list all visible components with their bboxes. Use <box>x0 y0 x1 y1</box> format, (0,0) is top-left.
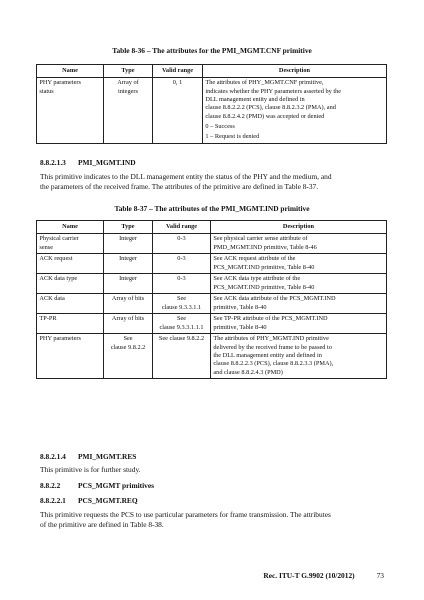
table-row <box>37 314 387 334</box>
cell-description: See ACK request attribute of the PCS_MGMT.IND primitive, Table 8-40 <box>211 254 387 274</box>
table-row <box>37 254 387 274</box>
cell-range: See clause 9.3.3.1.1 <box>153 294 211 314</box>
cell-type: Integer <box>104 234 153 254</box>
cell-type: Integer <box>104 254 153 274</box>
header-valid-range: Valid range <box>153 221 211 234</box>
page-footer <box>0 571 384 580</box>
cell-range: 0-3 <box>153 234 211 254</box>
cell-range: 0-3 <box>153 254 211 274</box>
cell-description: See TP-PR attribute of the PCS_MGMT.IND primitive, Table 8-40 <box>211 314 387 334</box>
cell-description: See ACK data type attribute of the PCS_MGMT.IND primitive, Table 8-40 <box>211 274 387 294</box>
cell-name: ACK data <box>37 294 104 314</box>
section-paragraph: This primitive indicates to the DLL management entity the status of the PHY and the medium, and the parameters of the received frame. The attributes of the primitive are defined in Table 8-37. <box>40 172 332 192</box>
table-row <box>37 78 387 143</box>
table-header-row <box>37 221 387 234</box>
page-number: 73 <box>376 571 384 580</box>
table-8-37-caption: Table 8-37 – The attributes of the PMI_MGMT.IND primitive <box>114 204 310 213</box>
cell-name: ACK data type <box>37 274 104 294</box>
section-paragraph: This primitive requests the PCS to use particular parameters for frame transmission. The attributes of the primitive are defined in Table 8-38. <box>40 510 331 530</box>
cell-description: The attributes of PHY_MGMT.CNF primitive, indicates whether the PHY parameters asserted by the DLL management entity and defined in clause 8.8.2.2.2 (PCS), clause 8.8.2.3.2 (PMA), and clause 8.8.2.4.2 (PMD) was accepted or denied 0 – Success 1 – Request is denied <box>203 78 387 143</box>
cell-description: See ACK data attribute of the PCS_MGMT.IND primitive, Table 8-40 <box>211 294 387 314</box>
header-name: Name <box>37 65 104 78</box>
cell-type: Integer <box>104 274 153 294</box>
header-description: Description <box>203 65 387 78</box>
cell-name: ACK request <box>37 254 104 274</box>
table-8-36 <box>36 64 387 144</box>
section-heading-8-8-2-2: 8.8.2.2 PCS_MGMT primitives <box>40 481 155 490</box>
cell-description: See physical carrier sense attribute of PMD_MGMT.IND primitive, Table 8-46 <box>211 234 387 254</box>
cell-name: TP-PR <box>37 314 104 334</box>
cell-name: PHY parameters <box>37 334 104 379</box>
table-row <box>37 334 387 379</box>
cell-type: Array of integers <box>104 78 153 143</box>
section-heading-8-8-2-1-3: 8.8.2.1.3 PMI_MGMT.IND <box>40 158 136 167</box>
cell-name: Physical carrier sense <box>37 234 104 254</box>
table-8-36-caption: Table 8-36 – The attributes for the PMI_MGMT.CNF primitive <box>112 46 312 55</box>
header-type: Type <box>104 221 153 234</box>
table-8-37 <box>36 220 387 379</box>
header-name: Name <box>37 221 104 234</box>
cell-range: See clause 9.8.2.2 <box>153 334 211 379</box>
cell-name: PHY parameters status <box>37 78 104 143</box>
table-row <box>37 234 387 254</box>
table-header-row <box>37 65 387 78</box>
footer-source: Rec. ITU-T G.9902 (10/2012) <box>263 571 355 580</box>
cell-range: See clause 9.3.3.1.1.1 <box>153 314 211 334</box>
cell-range: 0, 1 <box>153 78 203 143</box>
cell-type: Array of bits <box>104 294 153 314</box>
section-heading-8-8-2-1-4: 8.8.2.1.4 PMI_MGMT.RES <box>40 452 137 461</box>
header-description: Description <box>211 221 387 234</box>
cell-type: See clause 9.8.2.2 <box>104 334 153 379</box>
table-row <box>37 294 387 314</box>
cell-type: Array of bits <box>104 314 153 334</box>
header-type: Type <box>104 65 153 78</box>
header-valid-range: Valid range <box>153 65 203 78</box>
section-paragraph: This primitive is for further study. <box>40 465 141 474</box>
table-row <box>37 274 387 294</box>
cell-range: 0-3 <box>153 274 211 294</box>
section-heading-8-8-2-2-1: 8.8.2.2.1 PCS_MGMT.REQ <box>40 496 138 505</box>
cell-description: The attributes of PHY_MGMT.IND primitive delivered by the received frame to be passed to the DLL management entity and defined in clause 8.8.2.2.3 (PCS), clause 8.8.2.3.3 (PMA), and clause 8.8.2.4.3 (PMD) <box>211 334 387 379</box>
